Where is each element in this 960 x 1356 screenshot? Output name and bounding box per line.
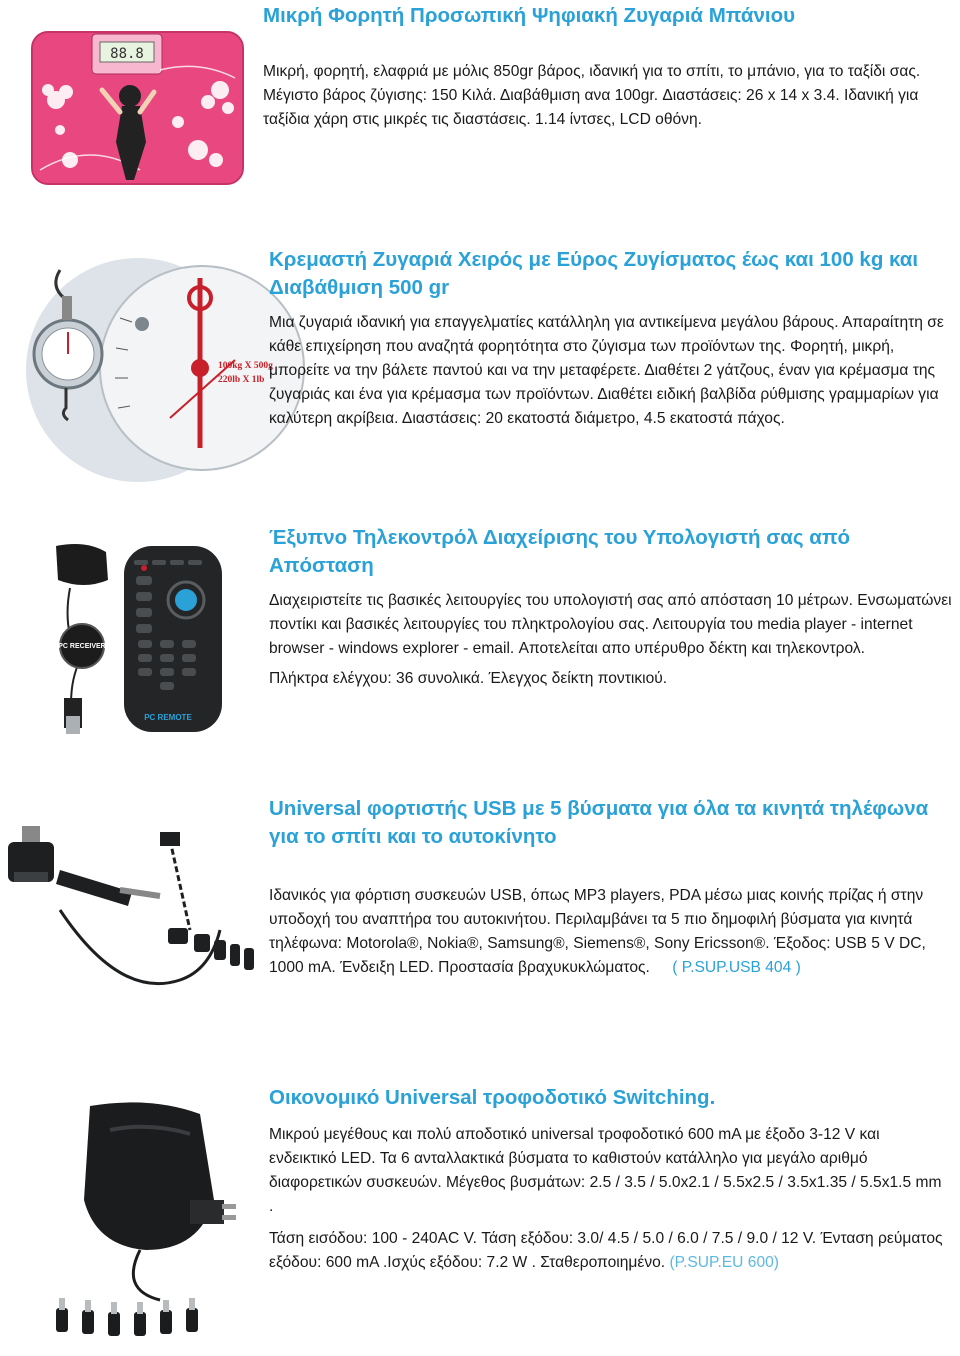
receiver-label: PC RECEIVER	[58, 643, 106, 650]
product-5-paragraph-2	[269, 1227, 949, 1275]
remote-label: PC REMOTE	[144, 713, 192, 722]
scale-capacity-label-lb: 220lb X 1lb	[218, 375, 265, 385]
product-1-title: Μικρή Φορητή Προσωπική Ψηφιακή Ζυγαριά Μπάνιου	[263, 4, 796, 27]
product-4-paragraph-1	[269, 884, 959, 980]
product-3-description	[269, 589, 959, 691]
product-2-title: Κρεμαστή Ζυγαριά Χειρός με Εύρος Ζυγίσματος έως και 100 kg και Διαβάθμιση 500 gr	[269, 248, 919, 299]
product-1-image	[30, 30, 245, 186]
product-5-title: Οικονομικό Universal τροφοδοτικό Switching.	[269, 1086, 716, 1109]
svg-text:88.8: 88.8	[110, 46, 144, 62]
scale-capacity-label: 100kg X 500g	[218, 361, 273, 371]
product-5-paragraph-1: Μικρού μεγέθους και πολύ αποδοτικό universal τροφοδοτικό 600 mA με έξοδο 3-12 V και ενδεικτικό LED. Τα 6 ανταλλακτικά βύσματα το καθιστούν κατάλληλο για μεγάλο αριθμό διαφορετικών συσκευών. Μέγεθος βυσμάτων: 2.5 / 3.5 / 5.0x2.1 / 5.5x2.5 / 3.5x1.35 / 5.5x1.5 mm .	[269, 1126, 942, 1215]
product-5-image	[50, 1100, 260, 1348]
product-3-title: Έξυπνο Τηλεκοντρόλ Διαχείρισης του Υπολογιστή σας από Απόσταση	[269, 526, 851, 577]
product-4-image	[0, 820, 260, 1020]
product-5-description	[269, 1123, 949, 1275]
product-3-paragraph-2: Πλήκτρα ελέγχου: 36 συνολικά. Έλεγχος δείκτη ποντικιού.	[269, 670, 668, 687]
product-5-ref-code: (P.SUP.EU 600)	[669, 1254, 779, 1271]
product-1-paragraph-1: Μικρή, φορητή, ελαφριά με μόλις 850gr βάρος, ιδανική για το σπίτι, το μπάνιο, για το ταξίδι σας. Μέγιστο βάρος ζύγισης: 150 Κιλά. Διαβάθμιση ανα 100gr. Διαστάσεις: 26 x 14 x 3.4. Ιδανική για ταξίδια χάρη στις μικρές τις διαστάσεις. 1.14 ίντσες, LCD οθόνη.	[263, 63, 921, 128]
product-2-description	[269, 311, 954, 431]
product-4-paragraph-1-text: Ιδανικός για φόρτιση συσκευών USB, όπως MP3 players, PDA μέσω μιας κοινής πρίζας ή στην υποδοχή του αναπτήρα του αυτοκινήτου. Περιλαμβάνει τα 5 πιο δημοφιλή βύσματα για κινητά τηλέφωνα: Motorola®, Nokia®, Samsung®, Siemens®, Sony Ericsson®. Έξοδος: USB 5 V DC, 1000 mA. Ένδειξη LED. Προστασία βραχυκυκλώματος.	[269, 887, 926, 976]
product-2-image	[20, 258, 273, 482]
product-3-image	[40, 540, 260, 736]
product-4-description	[269, 884, 959, 980]
product-1-description	[263, 60, 953, 132]
product-3-paragraph-1: Διαχειριστείτε τις βασικές λειτουργίες του υπολογιστή σας από απόσταση 10 μέτρων. Ενσωματώνει ποντίκι και βασικές λειτουργίες του πληκτρολογίου σας. Λειτουργία του media player - internet browser - windows explorer - email. Αποτελείται απο υπέρυθρο δέκτη και τηλεκοντρολ.	[269, 592, 952, 657]
product-5-paragraph-2-text: Τάση εισόδου: 100 - 240AC V. Τάση εξόδου: 3.0/ 4.5 / 5.0 / 6.0 / 7.5 / 9.0 / 12 V. Ένταση ρεύματος εξόδου: 600 mA .Ισχύς εξόδου: 7.2 W . Σταθεροποιημένο.	[269, 1230, 943, 1271]
product-4-title: Universal φορτιστής USB με 5 βύσματα για όλα τα κινητά τηλέφωνα για το σπίτι και το αυτοκίνητο	[269, 797, 929, 848]
product-4-ref-code: ( P.SUP.USB 404 )	[672, 959, 801, 976]
product-2-paragraph-1: Μια ζυγαριά ιδανική για επαγγελματίες κατάλληλη για αντικείμενα μεγάλου βάρους. Απαραίτητη σε κάθε επιχείρηση που αναζητά φορητότητα στο ζύγισμα των προϊόντων της. Φορητή, μικρή, μπορείτε να την βάλετε παντού και να την μεταφέρετε. Διαθέτει 2 γάτζους, έναν για κρέμασμα της ζυγαριάς και ένα για κρέμασμα των προϊόντων. Διαθέτει ειδική βαλβίδα ρύθμισης γραμμαρίων για καλύτερη ακρίβεια. Διαστάσεις: 20 εκατοστά διάμετρο, 4.5 εκατοστά πάχος.	[269, 314, 944, 427]
